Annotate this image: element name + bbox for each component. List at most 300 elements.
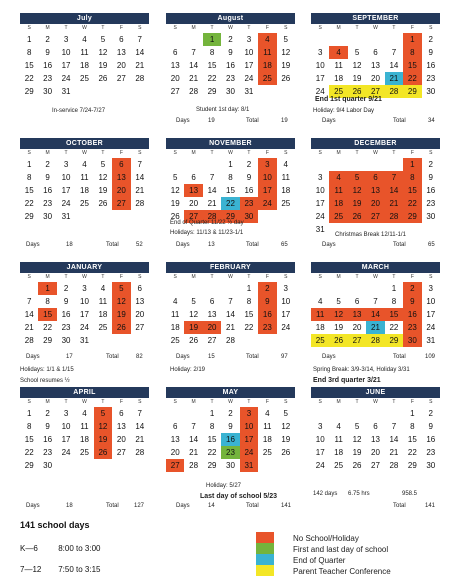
day-cell: 30 — [61, 336, 71, 345]
day-cell: 27 — [116, 448, 126, 457]
stat-mar-total-label: Total — [393, 354, 406, 360]
day-cell-red: 24 — [240, 446, 258, 459]
day-cell: 2 — [428, 160, 433, 169]
hours-time: 7:50 to 3:15 — [58, 565, 101, 574]
weekday-label: M — [191, 150, 196, 156]
day-cell-red: 13 — [366, 184, 384, 197]
empty-cell — [166, 407, 184, 420]
day-cell: 10 — [244, 48, 254, 57]
day-cell-red: 27 — [166, 459, 184, 472]
day-grid — [311, 282, 440, 347]
day-cell-red: 27 — [112, 197, 130, 210]
month-january — [20, 262, 149, 347]
month-september — [311, 13, 440, 98]
hours-time: 8:00 to 3:00 — [58, 544, 101, 553]
month-name: MAY — [166, 387, 295, 398]
day-cell-red: 24 — [258, 197, 276, 210]
day-cell: 10 — [315, 61, 325, 70]
day-cell: 3 — [246, 35, 252, 44]
day-cell-red: 4 — [258, 33, 276, 46]
day-cell: 10 — [80, 297, 89, 306]
empty-cell — [385, 33, 403, 46]
month-august — [166, 13, 295, 98]
day-cell: 31 — [61, 212, 71, 221]
day-cell: 22 — [207, 74, 217, 83]
day-cell: 1 — [26, 160, 32, 169]
day-cell: 11 — [334, 61, 343, 70]
weekday-label: S — [173, 150, 177, 156]
note-student-first: Student 1st day: 8/1 — [196, 107, 250, 113]
day-cell: 8 — [26, 48, 32, 57]
empty-cell — [311, 158, 329, 171]
day-cell: 4 — [82, 409, 87, 418]
day-cell: 19 — [281, 435, 291, 444]
day-cell: 7 — [137, 35, 142, 44]
weekday-label: M — [191, 25, 196, 31]
day-cell: 18 — [315, 323, 325, 332]
weekday-header — [311, 398, 440, 407]
day-cell: 31 — [315, 225, 325, 234]
day-cell-red: 26 — [348, 210, 366, 223]
note-q3: End 3rd quarter 3/21 — [313, 377, 381, 384]
day-cell: 3 — [283, 284, 288, 293]
day-cell-red: 29 — [403, 210, 421, 223]
day-cell: 9 — [428, 48, 433, 57]
stat-jun-total-label: Total — [393, 503, 406, 509]
month-name: SEPTEMBER — [311, 13, 440, 24]
day-cell: 12 — [352, 435, 362, 444]
day-cell: 17 — [281, 310, 291, 319]
stat-may-days: 14 — [208, 503, 215, 509]
weekday-label: T — [101, 25, 105, 31]
empty-cell — [221, 282, 239, 295]
day-cell-red: 12 — [112, 295, 130, 308]
empty-cell — [329, 407, 347, 420]
day-cell: 30 — [426, 212, 436, 221]
day-cell: 25 — [98, 323, 108, 332]
weekday-label: F — [265, 274, 269, 280]
stat-mar-days-label: Days — [322, 354, 336, 360]
weekday-label: T — [392, 150, 396, 156]
weekday-header — [311, 24, 440, 33]
weekday-label: T — [64, 25, 68, 31]
weekday-label: S — [429, 399, 433, 405]
day-cell: 26 — [98, 199, 108, 208]
empty-cell — [366, 158, 384, 171]
stat-oct-total: 52 — [136, 242, 143, 248]
day-cell-red: 4 — [329, 171, 347, 184]
day-cell: 24 — [315, 212, 325, 221]
day-cell: 28 — [226, 336, 235, 345]
day-cell: 9 — [428, 173, 433, 182]
day-cell: 10 — [281, 297, 291, 306]
weekday-label: S — [429, 274, 433, 280]
weekday-label: W — [228, 399, 233, 405]
weekday-header — [20, 24, 149, 33]
day-cell: 17 — [244, 61, 254, 70]
stat-dec-days-label: Days — [322, 242, 336, 248]
day-cell: 28 — [189, 461, 199, 470]
day-cell: 14 — [226, 310, 235, 319]
day-cell-yellow: 25 — [311, 334, 329, 347]
weekday-label: F — [119, 25, 123, 31]
day-cell: 11 — [80, 48, 89, 57]
day-cell: 23 — [61, 323, 71, 332]
day-cell: 16 — [244, 186, 254, 195]
weekday-label: S — [284, 399, 288, 405]
stat-aug-total-label: Total — [246, 118, 259, 124]
weekday-label: W — [82, 150, 87, 156]
day-grid — [20, 282, 149, 347]
day-cell: 16 — [426, 61, 436, 70]
day-cell: 4 — [336, 422, 341, 431]
day-grid — [166, 282, 295, 347]
day-cell-red: 19 — [94, 433, 112, 446]
day-cell: 16 — [43, 186, 53, 195]
weekday-label: W — [228, 25, 233, 31]
weekday-label: F — [410, 150, 414, 156]
day-cell-red: 5 — [112, 282, 130, 295]
day-cell: 20 — [116, 61, 126, 70]
day-cell: 13 — [135, 297, 145, 306]
day-cell-red: 8 — [403, 46, 421, 59]
weekday-label: S — [318, 274, 322, 280]
day-cell: 24 — [426, 323, 436, 332]
day-cell-red: 8 — [403, 171, 421, 184]
day-cell: 18 — [334, 74, 344, 83]
weekday-label: M — [336, 25, 341, 31]
day-cell: 7 — [391, 48, 397, 57]
day-cell: 6 — [119, 409, 124, 418]
weekday-label: S — [27, 399, 31, 405]
weekday-label: S — [284, 150, 288, 156]
day-cell: 15 — [226, 186, 235, 195]
day-cell: 8 — [45, 297, 50, 306]
empty-cell — [184, 158, 202, 171]
day-cell: 12 — [281, 48, 291, 57]
weekday-label: S — [173, 399, 177, 405]
day-cell: 6 — [373, 422, 378, 431]
day-cell: 1 — [228, 160, 233, 169]
day-cell-red: 14 — [385, 184, 403, 197]
day-cell: 31 — [80, 336, 89, 345]
day-cell: 18 — [80, 186, 89, 195]
day-cell: 17 — [61, 186, 71, 195]
day-cell-red: 7 — [385, 171, 403, 184]
day-cell: 30 — [226, 461, 235, 470]
day-cell: 14 — [24, 310, 34, 319]
day-cell: 31 — [244, 87, 254, 96]
day-cell: 22 — [244, 323, 254, 332]
note-june-hrs: 6.75 hrs — [348, 491, 370, 497]
day-cell: 16 — [61, 310, 71, 319]
day-cell: 6 — [172, 422, 178, 431]
day-cell: 6 — [354, 297, 360, 306]
day-cell: 12 — [352, 61, 362, 70]
stat-aug-days-label: Days — [176, 118, 190, 124]
stat-sep-total: 34 — [428, 118, 435, 124]
weekday-label: F — [410, 399, 414, 405]
day-cell-red: 20 — [366, 197, 384, 210]
month-name: MARCH — [311, 262, 440, 273]
day-cell: 25 — [281, 199, 291, 208]
day-cell-red: 22 — [403, 197, 421, 210]
day-cell-yellow: 27 — [366, 85, 384, 98]
month-name: JANUARY — [20, 262, 149, 273]
day-cell-red: 26 — [112, 321, 130, 334]
day-cell: 14 — [389, 61, 399, 70]
day-cell: 21 — [189, 74, 199, 83]
day-cell: 30 — [226, 87, 235, 96]
day-cell-red: 23 — [258, 321, 276, 334]
day-cell-red: 12 — [94, 420, 112, 433]
day-cell: 20 — [170, 448, 180, 457]
day-cell: 18 — [80, 435, 89, 444]
weekday-header — [166, 398, 295, 407]
day-cell: 19 — [281, 61, 291, 70]
day-cell: 1 — [410, 409, 415, 418]
day-cell-yellow: 26 — [329, 334, 347, 347]
weekday-label: W — [228, 274, 233, 280]
day-cell: 28 — [189, 87, 199, 96]
day-cell: 24 — [80, 323, 89, 332]
day-cell-green: 1 — [203, 33, 221, 46]
day-cell-red: 3 — [258, 158, 276, 171]
weekday-label: S — [318, 25, 322, 31]
day-cell: 7 — [391, 422, 397, 431]
month-name: NOVEMBER — [166, 138, 295, 149]
stat-feb-days: 15 — [208, 354, 215, 360]
day-cell: 24 — [61, 74, 71, 83]
stat-jan-days-label: Days — [26, 354, 40, 360]
day-cell: 14 — [207, 186, 217, 195]
day-cell-red: 15 — [385, 308, 403, 321]
empty-cell — [348, 407, 366, 420]
day-cell: 9 — [228, 48, 233, 57]
weekday-label: T — [392, 25, 396, 31]
month-name: JUNE — [311, 387, 440, 398]
day-cell: 23 — [43, 74, 53, 83]
month-june — [311, 387, 440, 472]
day-cell-red: 3 — [240, 407, 258, 420]
day-cell: 28 — [135, 448, 145, 457]
day-cell: 3 — [317, 422, 323, 431]
day-cell: 27 — [170, 87, 180, 96]
day-cell: 25 — [334, 461, 344, 470]
day-grid — [311, 158, 440, 236]
day-cell: 25 — [80, 199, 89, 208]
day-cell: 13 — [170, 61, 180, 70]
note-june-days: 142 days — [313, 491, 338, 497]
day-cell: 20 — [352, 323, 362, 332]
day-cell: 11 — [171, 310, 180, 319]
day-cell: 6 — [373, 48, 378, 57]
day-cell-red: 11 — [329, 184, 347, 197]
note-thanksgiving: Holidays: 11/13 & 11/23-1/1 — [170, 230, 244, 236]
weekday-header — [311, 273, 440, 282]
day-cell-red: 9 — [258, 295, 276, 308]
weekday-label: W — [373, 399, 378, 405]
day-cell-red: 2 — [258, 282, 276, 295]
day-cell: 9 — [63, 297, 69, 306]
empty-cell — [184, 282, 202, 295]
month-may — [166, 387, 295, 472]
day-cell: 4 — [172, 297, 178, 306]
day-cell: 21 — [135, 61, 145, 70]
hours-grade: K—6 — [20, 544, 38, 553]
day-cell-yellow: 28 — [385, 85, 403, 98]
stat-oct-days: 18 — [66, 242, 73, 248]
day-cell: 11 — [98, 297, 108, 306]
day-cell: 19 — [170, 199, 180, 208]
day-cell: 13 — [170, 435, 180, 444]
day-cell: 17 — [61, 61, 71, 70]
day-cell: 18 — [262, 435, 272, 444]
day-grid — [20, 407, 149, 472]
weekday-label: S — [138, 150, 142, 156]
day-cell: 8 — [391, 297, 397, 306]
day-cell: 24 — [61, 448, 71, 457]
day-cell: 10 — [315, 435, 325, 444]
weekday-label: S — [138, 399, 142, 405]
day-cell: 20 — [116, 435, 126, 444]
stat-oct-total-label: Total — [106, 242, 119, 248]
day-cell-red: 26 — [94, 446, 112, 459]
weekday-label: W — [82, 399, 87, 405]
day-cell: 20 — [135, 310, 145, 319]
day-cell-red: 6 — [112, 158, 130, 171]
day-cell: 31 — [426, 336, 436, 345]
empty-cell — [20, 282, 38, 295]
day-cell: 26 — [281, 74, 291, 83]
weekday-label: S — [284, 25, 288, 31]
day-cell: 2 — [428, 35, 433, 44]
hours-grade: 7—12 — [20, 565, 42, 574]
day-cell: 5 — [283, 409, 288, 418]
day-grid — [20, 33, 149, 98]
stat-feb-total: 97 — [281, 354, 288, 360]
weekday-label: F — [410, 25, 414, 31]
day-cell-red: 5 — [348, 171, 366, 184]
day-cell: 21 — [389, 448, 399, 457]
weekday-label: M — [45, 25, 50, 31]
day-cell-red: 30 — [403, 334, 421, 347]
day-cell: 9 — [45, 48, 50, 57]
day-cell: 8 — [228, 173, 233, 182]
weekday-label: T — [355, 150, 359, 156]
day-cell-red: 31 — [240, 459, 258, 472]
day-cell: 29 — [207, 87, 217, 96]
day-cell-red: 20 — [112, 184, 130, 197]
empty-cell — [184, 33, 202, 46]
note-june-total-hrs: 958.5 — [402, 491, 418, 497]
day-cell: 23 — [426, 448, 436, 457]
day-cell: 14 — [135, 422, 145, 431]
day-cell: 17 — [61, 435, 71, 444]
stat-nov-days-label: Days — [176, 242, 190, 248]
day-cell: 4 — [82, 160, 87, 169]
weekday-label: T — [210, 150, 214, 156]
stat-apr-total-label: Total — [106, 503, 119, 509]
weekday-label: F — [119, 150, 123, 156]
day-cell: 9 — [246, 173, 252, 182]
day-cell: 4 — [283, 160, 288, 169]
day-cell: 5 — [354, 48, 360, 57]
day-cell-red: 13 — [112, 171, 130, 184]
stat-may-total-label: Total — [246, 503, 259, 509]
day-cell: 18 — [334, 448, 344, 457]
month-name: APRIL — [20, 387, 149, 398]
day-cell-red: 30 — [240, 210, 258, 223]
day-cell: 29 — [24, 212, 34, 221]
weekday-header — [166, 24, 295, 33]
day-cell: 13 — [116, 422, 126, 431]
stat-feb-days-label: Days — [176, 354, 190, 360]
day-cell: 22 — [43, 323, 53, 332]
day-cell: 5 — [172, 173, 178, 182]
weekday-header — [166, 149, 295, 158]
day-cell: 15 — [207, 435, 217, 444]
day-cell: 31 — [61, 87, 71, 96]
empty-cell — [166, 33, 184, 46]
empty-cell — [203, 158, 221, 171]
legend-label-holiday: No School/Holiday — [293, 534, 359, 543]
stat-nov-days: 13 — [208, 242, 215, 248]
day-cell: 9 — [45, 422, 50, 431]
weekday-header — [20, 398, 149, 407]
day-cell: 15 — [244, 310, 254, 319]
weekday-label: F — [265, 150, 269, 156]
day-cell: 14 — [135, 173, 145, 182]
stat-apr-days: 18 — [66, 503, 73, 509]
weekday-label: T — [101, 399, 105, 405]
day-cell: 6 — [172, 48, 178, 57]
day-cell: 4 — [82, 35, 87, 44]
month-april — [20, 387, 149, 472]
day-cell: 26 — [281, 448, 291, 457]
empty-cell — [366, 33, 384, 46]
empty-cell — [166, 282, 184, 295]
weekday-label: F — [119, 274, 123, 280]
day-cell: 1 — [209, 409, 215, 418]
weekday-label: F — [265, 25, 269, 31]
stat-sep-days-label: Days — [322, 118, 336, 124]
day-cell: 26 — [352, 461, 362, 470]
note-inservice: In-service 7/24-7/27 — [52, 108, 106, 114]
legend-swatch-first-last — [256, 543, 274, 554]
day-cell-red: 28 — [203, 210, 221, 223]
day-cell: 16 — [226, 61, 235, 70]
day-cell: 17 — [315, 199, 325, 208]
day-cell-red: 18 — [329, 197, 347, 210]
stat-may-total: 141 — [281, 503, 292, 509]
legend-label-end-quarter: End of Quarter — [293, 556, 346, 565]
weekday-label: T — [355, 399, 359, 405]
day-cell: 23 — [226, 74, 235, 83]
day-cell: 2 — [228, 409, 233, 418]
day-cell-red: 15 — [403, 59, 421, 72]
stat-aug-total: 19 — [281, 118, 288, 124]
day-cell: 6 — [209, 297, 215, 306]
weekday-label: S — [429, 25, 433, 31]
weekday-header — [311, 149, 440, 158]
day-cell: 4 — [317, 297, 323, 306]
day-cell-red: 16 — [258, 308, 276, 321]
day-cell: 15 — [24, 186, 34, 195]
day-cell: 18 — [80, 61, 89, 70]
stat-jan-total-label: Total — [106, 354, 119, 360]
day-cell-red: 11 — [311, 308, 329, 321]
